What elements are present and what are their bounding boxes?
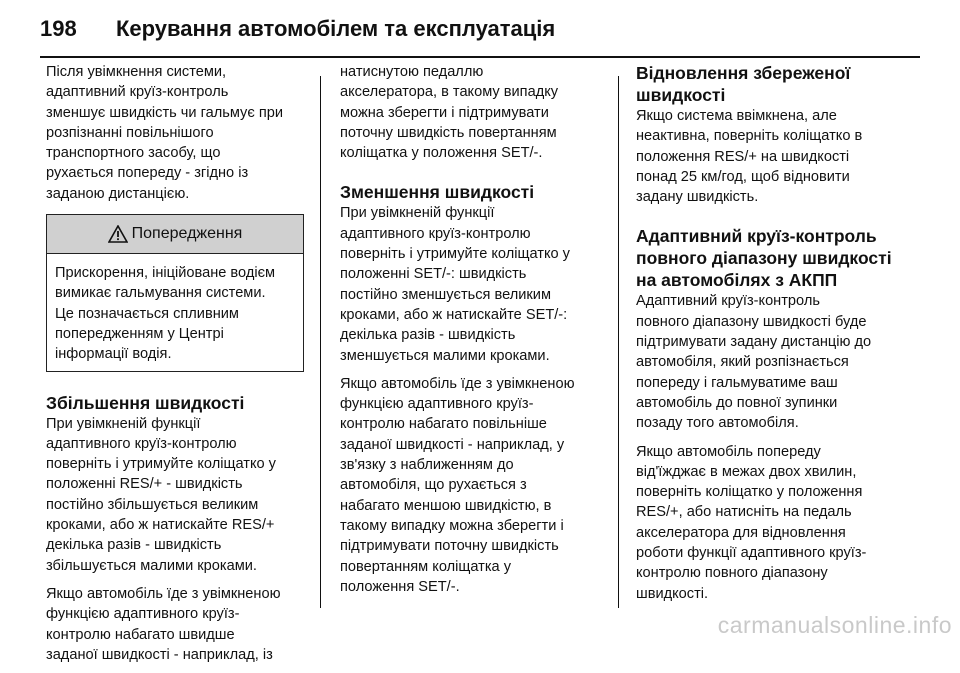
text-line: повного діапазону швидкості (636, 248, 892, 269)
text-line: Відновлення збереженої (636, 63, 851, 83)
text-line: функцією адаптивного круїз- (46, 606, 240, 623)
text-line: адаптивного круїз-контролю (340, 225, 531, 242)
column-middle (340, 62, 602, 605)
warning-box (46, 214, 304, 371)
text-line: набагато меншою швидкістю, в (340, 497, 552, 514)
text-line: неактивна, поверніть коліщатко в (636, 128, 863, 145)
text-line: Адаптивний круїз-контроль (636, 293, 820, 310)
text-line: Прискорення, ініційоване водієм (55, 265, 276, 282)
text-line: поверніть і утримуйте коліщатко у (46, 456, 276, 473)
text-line: положення RES/+ на швидкості (636, 148, 850, 165)
text-line: попереду і гальмуватиме ваш (636, 374, 838, 391)
continued-paragraph (340, 62, 602, 163)
text-line: RES/+, або натисніть на педаль (636, 504, 852, 521)
text-line: вимикає гальмування системи. (55, 285, 266, 302)
text-line: функцією адаптивного круїз- (340, 396, 534, 413)
page-header (40, 12, 920, 46)
text-line: Якщо автомобіль їде з увімкненою (340, 375, 575, 392)
text-line: транспортного засобу, що (46, 145, 221, 162)
text-line: швидкості. (636, 585, 709, 602)
text-line: адаптивний круїз-контроль (46, 84, 229, 101)
page-number: 198 (40, 16, 77, 41)
text-line: поточну швидкість повертанням (340, 124, 557, 141)
warning-title: Попередження (131, 224, 243, 242)
text-line: Адаптивний круїз-контроль (636, 226, 877, 247)
text-line: заданої швидкості - наприклад, у (340, 436, 565, 453)
increase-speed-paragraph-1 (46, 414, 304, 576)
text-line: кроками, або ж натискайте RES/+ (46, 517, 275, 534)
text-line: коліщатка у положення SET/-. (340, 145, 543, 162)
text-line: на автомобілях з АКПП (636, 270, 838, 291)
full-range-paragraph-2 (636, 442, 916, 604)
text-line: постійно збільшується великим (46, 496, 259, 513)
text-line: зменшує швидкість чи гальмує при (46, 104, 284, 121)
text-line: розпізнанні повільнішого (46, 124, 214, 141)
decrease-speed-paragraph-1 (340, 203, 602, 365)
text-line: швидкості (636, 85, 726, 105)
text-line: Якщо автомобіль їде з увімкненою (46, 585, 281, 602)
text-line: декілька разів - швидкість (340, 327, 516, 344)
text-line: Якщо система ввімкнена, але (636, 108, 837, 124)
watermark: carmanualsonline.info (717, 612, 952, 638)
text-line: кроками, або ж натискайте SET/-: (340, 306, 568, 323)
text-line: від'їжджає в межах двох хвилин, (636, 463, 857, 480)
text-line: автомобіля, який розпізнається (636, 354, 849, 371)
text-line: задану швидкість. (636, 189, 759, 206)
section-heading-increase-speed: Збільшення швидкості (46, 392, 245, 413)
text-line: роботи функції адаптивного круїз- (636, 545, 867, 562)
text-line: повертанням коліщатка у (340, 558, 512, 575)
text-line: положення SET/-. (340, 578, 460, 595)
increase-speed-paragraph-2 (46, 584, 304, 665)
warning-header (47, 215, 303, 254)
text-line: такому випадку можна зберегти і (340, 517, 564, 534)
text-line: декілька разів - швидкість (46, 537, 222, 554)
text-line: попередженням у Центрі (55, 325, 224, 342)
text-line: постійно зменшується великим (340, 286, 551, 303)
column-divider-left (320, 76, 321, 608)
text-line: заданої швидкості - наприклад, із (46, 646, 273, 663)
column-right (636, 62, 916, 612)
column-left (46, 62, 304, 673)
text-line: підтримувати поточну швидкість (340, 538, 559, 555)
column-divider-right (618, 76, 619, 608)
section-heading-decrease-speed: Зменшення швидкості (340, 182, 535, 203)
text-line: акселератора, в такому випадку (340, 84, 559, 101)
text-line: Це позначається спливним (55, 305, 239, 322)
text-line: позаду того автомобіля. (636, 415, 799, 432)
intro-paragraph (46, 62, 304, 204)
text-line: положенні RES/+ - швидкість (46, 476, 243, 493)
text-line: Якщо автомобіль попереду (636, 443, 821, 460)
text-line: акселератора для відновлення (636, 524, 846, 541)
header-divider (40, 56, 920, 58)
text-line: поверніть і утримуйте коліщатко у (340, 246, 570, 263)
text-line: контролю набагато повільніше (340, 416, 547, 433)
section-heading-full-range-acc (636, 225, 916, 291)
restore-speed-paragraph (636, 106, 916, 207)
text-line: контролю набагато швидше (46, 626, 235, 643)
text-line: контролю повного діапазону (636, 565, 828, 582)
text-line: підтримувати задану дистанцію до (636, 334, 872, 351)
section-heading-restore-speed (636, 62, 916, 106)
text-line: автомобіль до повної зупинки (636, 394, 838, 411)
warning-body (47, 254, 303, 370)
text-line: При увімкненій функції (340, 205, 495, 222)
text-line: положенні SET/-: швидкість (340, 266, 527, 283)
text-line: поверніть коліщатко у положення (636, 484, 863, 501)
text-line: заданою дистанцією. (46, 185, 190, 202)
text-line: При увімкненій функції (46, 415, 201, 432)
text-line: рухається попереду - згідно із (46, 165, 249, 182)
text-line: інформації водія. (55, 346, 172, 363)
text-line: збільшується малими кроками. (46, 557, 257, 574)
text-line: понад 25 км/год, щоб відновити (636, 168, 850, 185)
decrease-speed-paragraph-2 (340, 374, 602, 597)
text-line: автомобіля, що рухається з (340, 477, 527, 494)
text-line: адаптивного круїз-контролю (46, 435, 237, 452)
text-line: натиснутою педаллю (340, 64, 484, 80)
text-line: повного діапазону швидкості буде (636, 313, 867, 330)
full-range-paragraph-1 (636, 291, 916, 433)
text-line: зменшується малими кроками. (340, 347, 550, 364)
text-line: можна зберегти і підтримувати (340, 104, 549, 121)
warning-triangle-icon (108, 225, 128, 243)
text-line: Після увімкнення системи, (46, 64, 227, 80)
text-line: зв'язку з наближенням до (340, 457, 514, 474)
page-title: Керування автомобілем та експлуатація (116, 16, 556, 41)
